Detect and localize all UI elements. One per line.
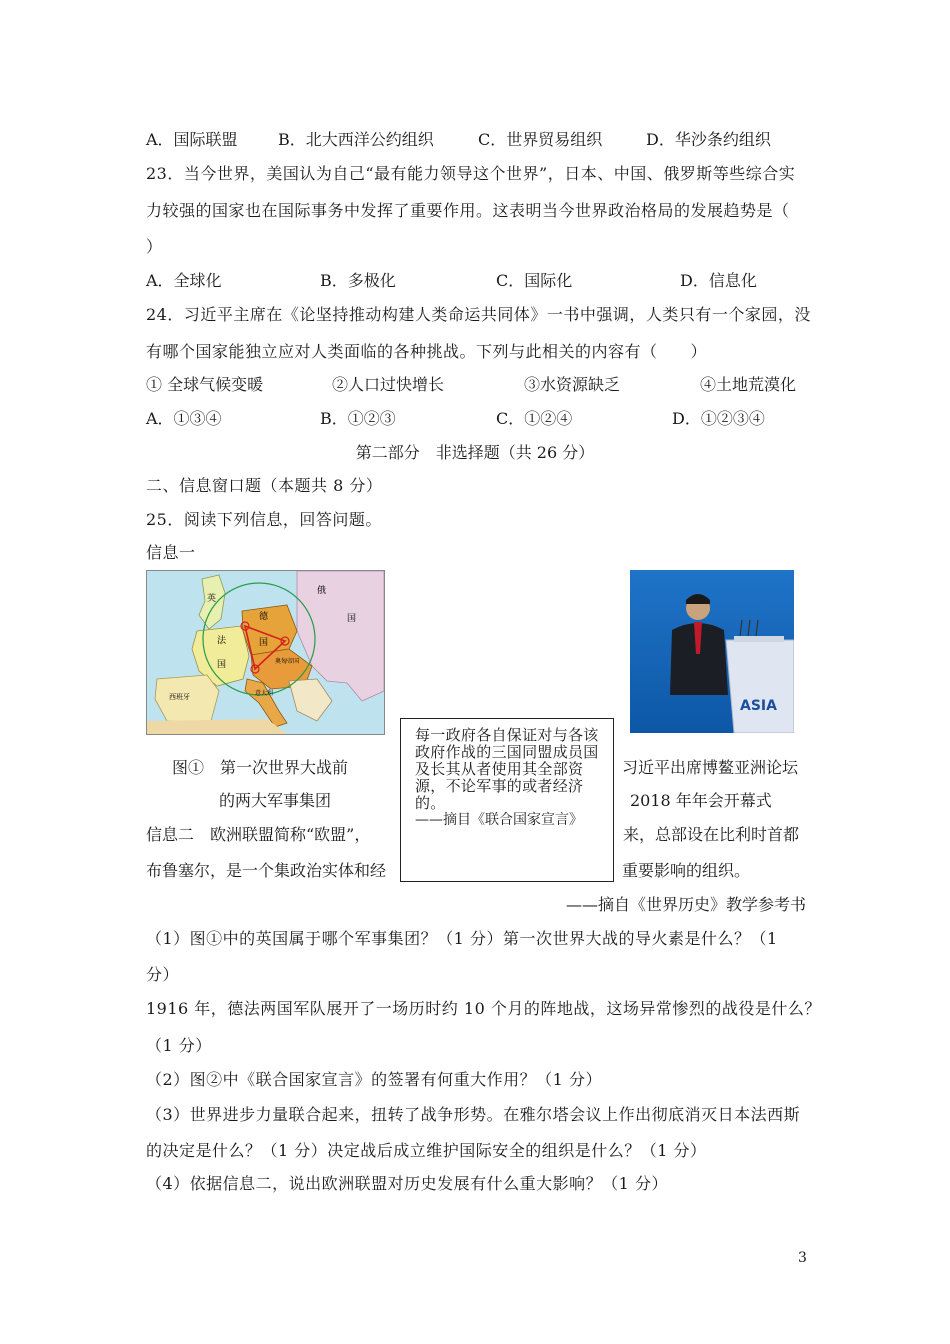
fig1-caption-line2: 的两大军事集团	[219, 791, 332, 810]
q24-line-2: 有哪个国家能独立应对人类面临的各种挑战。下列与此相关的内容有（ ）	[146, 342, 708, 361]
q23-option-c: C．国际化	[496, 271, 573, 290]
info2-line1-end: 来，总部设在比利时首都	[623, 825, 800, 844]
q23-line-2: 力较强的国家也在国际事务中发挥了重要作用。这表明当今世界政治格局的发展趋势是（	[146, 201, 790, 220]
q24-item-4: ④土地荒漠化	[700, 375, 797, 394]
question-1c: 1916 年，德法两国军队展开了一场历时约 10 个月的阵地战，这场异常惨烈的战役是什么？	[146, 999, 821, 1018]
info2-line1-start: 信息二 欧洲联盟简称“欧盟”，	[146, 825, 371, 844]
question-1b: 分）	[146, 965, 180, 984]
info2-line2-end: 重要影响的组织。	[622, 861, 751, 880]
map-label-de: 德	[259, 612, 269, 622]
map-label-it: 意大利	[255, 690, 274, 697]
q24-item-2: ②人口过快增长	[332, 375, 445, 394]
map-africa	[147, 719, 287, 734]
fig1-caption-line1: 图① 第一次世界大战前	[172, 758, 349, 777]
map-label-fr2: 国	[217, 660, 227, 670]
q24-line-1: 24．习近平主席在《论坚持推动构建人类命运共同体》一书中强调，人类只有一个家园，没	[146, 305, 811, 324]
map-label-guo: 国	[259, 638, 269, 648]
question-3a: （3）世界进步力量联合起来，扭转了战争形势。在雅尔塔会议上作出彻底消灭日本法西斯	[146, 1105, 801, 1124]
photo-podium-top	[734, 636, 784, 642]
q24-item-1: ① 全球气候变暖	[146, 375, 264, 394]
q24-option-d: D．①②③④	[672, 409, 765, 428]
q23-line-3: ）	[146, 237, 163, 256]
info2-source: ——摘自《世界历史》教学参考书	[565, 895, 806, 914]
q22-option-b: B．北大西洋公约组织	[278, 130, 434, 149]
map-label-uk: 英	[207, 594, 217, 604]
q25-intro: 25．阅读下列信息，回答问题。	[146, 510, 382, 529]
q24-option-c: C．①②④	[496, 409, 573, 428]
q24-item-3: ③水资源缺乏	[524, 375, 621, 394]
photo-asia-logo: ASIA	[740, 698, 777, 714]
question-4: （4）依据信息二，说出欧洲联盟对历史发展有什么重大影响？（1 分）	[146, 1174, 668, 1193]
q22-option-c: C．世界贸易组织	[478, 130, 603, 149]
fig3-caption-line2: 2018 年年会开幕式	[630, 791, 772, 810]
question-1a: （1）图①中的英国属于哪个军事集团？（1 分）第一次世界大战的导火素是什么？（1	[146, 929, 778, 948]
q23-option-d: D．信息化	[680, 271, 757, 290]
section2-heading: 二、信息窗口题（本题共 8 分）	[146, 476, 383, 495]
q24-option-b: B．①②③	[320, 409, 396, 428]
question-1d: （1 分）	[146, 1036, 212, 1055]
declaration-quote-box	[400, 718, 614, 882]
page-number: 3	[798, 1250, 807, 1266]
photo-svg	[630, 570, 794, 733]
q23-option-a: A．全球化	[146, 271, 222, 290]
ww1-alliances-map	[146, 570, 385, 735]
map-label-es: 西班牙	[169, 693, 190, 701]
q24-option-a: A．①③④	[146, 409, 222, 428]
question-2: （2）图②中《联合国家宣言》的签署有何重大作用？（1 分）	[146, 1070, 602, 1089]
map-svg	[147, 571, 384, 734]
quote-source: ——摘目《联合国家宣言》	[415, 812, 583, 828]
fig3-caption-line1: 习近平出席博鳌亚洲论坛	[622, 758, 799, 777]
question-3b: 的决定是什么？（1 分）决定战后成立维护国际安全的组织是什么？（1 分）	[146, 1141, 707, 1160]
part2-title: 第二部分 非选择题（共 26 分）	[355, 443, 595, 462]
q22-option-a: A．国际联盟	[146, 130, 238, 149]
info1-label: 信息一	[146, 543, 196, 562]
map-label-fr1: 法	[217, 636, 227, 646]
boao-forum-photo	[630, 570, 794, 733]
quote-text: 每一政府各自保证对与各该政府作战的三国同盟成员国及长其从者使用其全部资源，不论军事的或者经济的。	[415, 726, 599, 812]
info2-line2-start: 布鲁塞尔，是一个集政治实体和经	[146, 861, 387, 880]
photo-podium	[726, 640, 794, 733]
map-label-ru2: 国	[347, 614, 357, 624]
map-label-ru1: 俄	[317, 586, 327, 596]
q23-line-1: 23．当今世界，美国认为自己“最有能力领导这个世界”，日本、中国、俄罗斯等些综合实	[146, 164, 796, 183]
q22-option-d: D．华沙条约组织	[646, 130, 771, 149]
map-label-at: 奥匈帝国	[275, 658, 300, 665]
q23-option-b: B．多极化	[320, 271, 396, 290]
